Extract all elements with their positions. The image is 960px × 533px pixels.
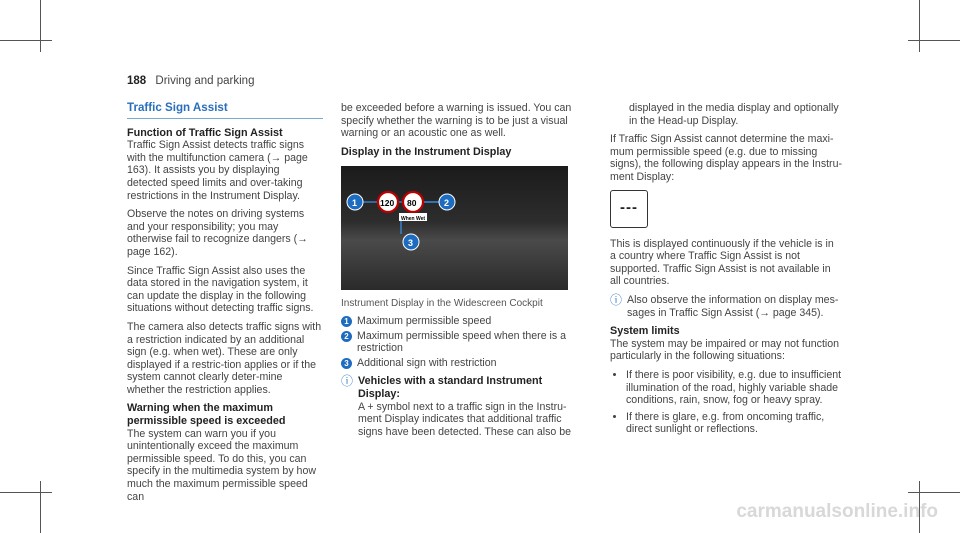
paragraph: The system may be impaired or may not function particularly in the following situations: <box>610 337 840 363</box>
crop-mark <box>908 492 960 493</box>
note <box>341 375 573 438</box>
column-3 <box>610 102 842 440</box>
figure-graphic <box>341 166 568 290</box>
info-icon: ⓘ <box>610 292 623 307</box>
paragraph: If Traffic Sign Assist cannot determine the maxi-mum permissible speed (e.g. due to missing signs), the following display appears in the Instru-ment Display: <box>610 133 843 183</box>
list-item: • If there is poor visibility, e.g. due to insufficient illumination of the road, highly variable shade conditions, rain, snow, fog or heavy spray. <box>626 369 842 407</box>
paragraph: displayed in the media display and optionally in the Head-up Display. <box>629 102 839 127</box>
paragraph: The system can warn you if you unintentionally exceed the maximum permissible speed. To do this, you can specify in the multimedia system by how much the maximum permissible speed can <box>127 427 316 503</box>
paragraph: Since Traffic Sign Assist also uses the data stored in the navigation system, it can update the display in the following situations without detecting traffic signs. <box>127 264 314 315</box>
section-title: Driving and parking <box>155 75 255 87</box>
crop-mark <box>0 40 52 41</box>
list-item-text: Maximum permissible speed when there is a restriction <box>357 329 567 355</box>
no-speed-display: --- <box>610 190 648 228</box>
list-item-text: Additional sign with restriction <box>357 356 497 369</box>
subheading-display: Display in the Instrument Display <box>341 145 512 158</box>
crop-mark <box>40 0 41 52</box>
paragraph: be exceeded before a warning is issued. You can specify whether the warning is to be just a visual warning or an acoustic one as well. <box>341 102 572 140</box>
crop-mark <box>908 40 960 41</box>
crop-mark <box>0 492 52 493</box>
crop-mark <box>40 481 41 533</box>
callout-number: 3 <box>341 358 352 369</box>
bullet-list <box>610 369 842 436</box>
subheading-limits: System limits <box>610 325 680 338</box>
paragraph: This is displayed continuously if the vehicle is in a country where Traffic Sign Assist is not supported. Traffic Sign Assist is not available in all countries. <box>610 237 834 288</box>
note-body: Also observe the information on display mes-sages in Traffic Sign Assist (→ page 345). <box>627 293 839 319</box>
list-item <box>341 315 573 328</box>
list-item-text: Maximum permissible speed <box>357 314 492 327</box>
subheading-warning: Warning when the maximum permissible speed is exceeded <box>127 402 286 428</box>
additional-sign-label: When Wet <box>401 216 426 223</box>
page-number: 188 <box>127 75 147 87</box>
callout-number: 2 <box>341 331 352 342</box>
paragraph: Observe the notes on driving systems and your responsibility; you may otherwise fail to recognize dangers (→ page 162). <box>127 208 308 258</box>
note-body: A + symbol next to a traffic sign in the Instru-ment Display indicates that additional traffic signs have been detected. These can also be <box>358 400 572 438</box>
callout-3: 3 <box>408 238 414 249</box>
callout-number: 1 <box>341 316 352 327</box>
column-2 <box>341 102 573 438</box>
callout-2: 2 <box>444 198 450 209</box>
page-header <box>127 75 254 87</box>
speed-value: 80 <box>407 198 417 209</box>
watermark: carmanualsonline.info <box>736 501 938 522</box>
note-heading: Vehicles with a standard Instrument Display: <box>358 375 543 400</box>
column-1 <box>127 102 323 509</box>
crop-mark <box>919 0 920 52</box>
section-heading: Traffic Sign Assist <box>127 102 323 119</box>
speed-value: 120 <box>380 198 395 209</box>
callout-1: 1 <box>352 198 358 209</box>
list-item <box>341 330 573 355</box>
figure-caption: Instrument Display in the Widescreen Cockpit <box>341 298 543 310</box>
info-icon: ⓘ <box>341 374 354 389</box>
paragraph: The camera also detects traffic signs with a restriction indicated by an additional sign (e.g. when wet). These are only displayed if a restric-tion applies or if the system cannot clearly deter-mine whether the restriction applies. <box>127 320 322 396</box>
note <box>610 294 842 319</box>
instrument-display-figure <box>341 166 568 290</box>
list-item <box>341 357 573 370</box>
list-item: • If there is glare, e.g. from oncoming traffic, direct sunlight or reflections. <box>626 411 842 436</box>
paragraph: Traffic Sign Assist detects traffic signs with the multifunction camera (→ page 163). It assists you by displaying detected speed limits and over-taking restrictions in the Instrument Display. <box>127 139 308 202</box>
subheading-function: Function of Traffic Sign Assist <box>127 126 283 139</box>
